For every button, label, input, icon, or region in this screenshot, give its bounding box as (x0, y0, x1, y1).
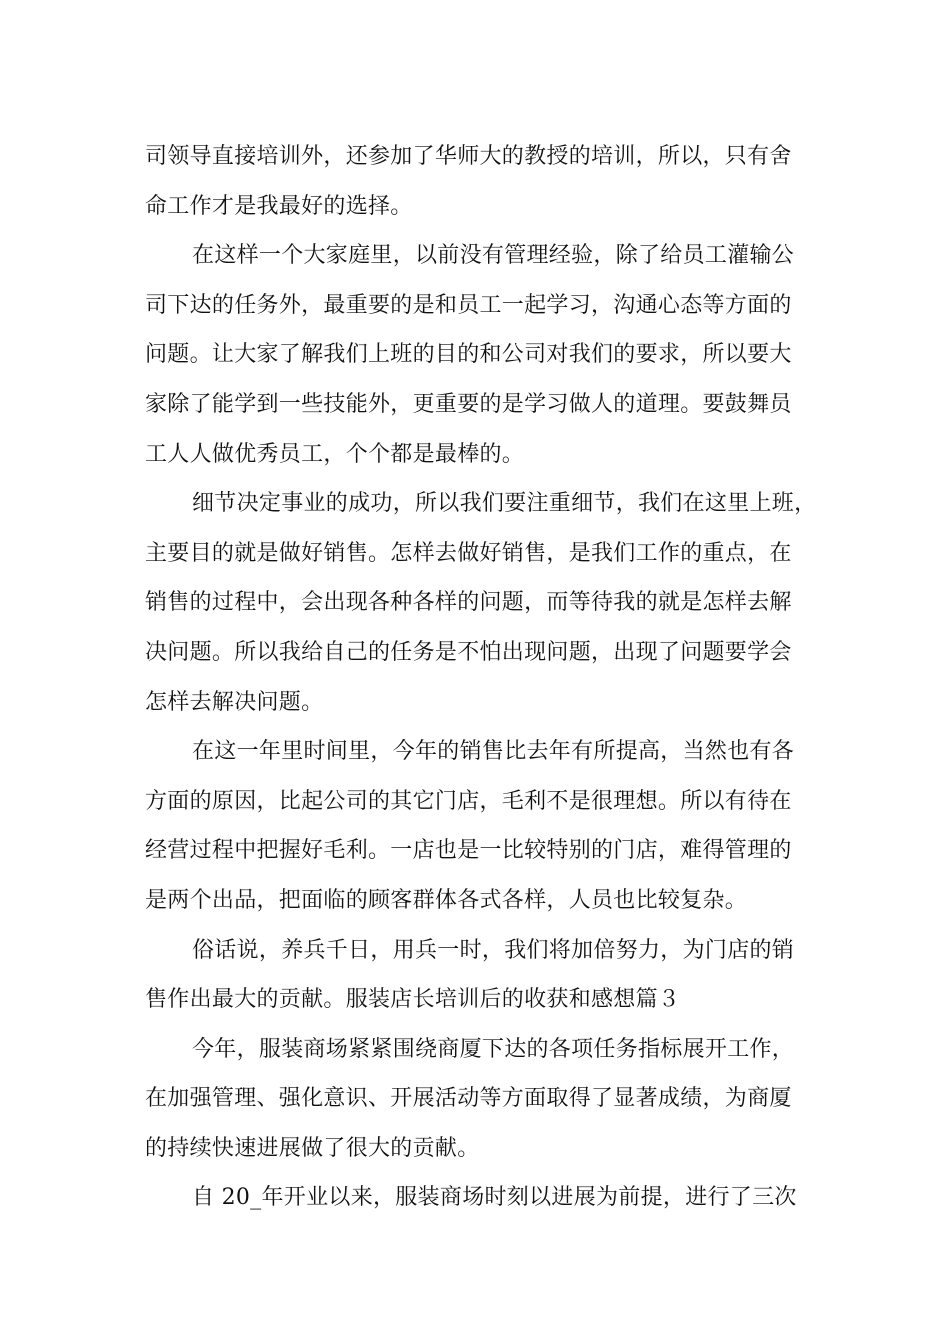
text-line: 方面的原因，比起公司的其它门店，毛利不是很理想。所以有待在 (145, 788, 792, 814)
text-line: 在这样一个大家庭里，以前没有管理经验，除了给员工灌输公 (192, 243, 795, 269)
text-line: 的持续快速进展做了很大的贡献。 (145, 1135, 480, 1161)
text-line: 工人人做优秀员工，个个都是最棒的。 (145, 441, 525, 467)
text-line: 在这一年里时间里，今年的销售比去年有所提高，当然也有各 (192, 739, 795, 765)
text-line: 在加强管理、强化意识、开展活动等方面取得了显著成绩，为商厦 (145, 1086, 792, 1112)
text-line: 自 20_年开业以来，服装商场时刻以进展为前提，进行了三次 (192, 1185, 797, 1211)
text-line: 俗话说，养兵千日，用兵一时，我们将加倍努力，为门店的销 (192, 937, 795, 963)
text-line: 今年，服装商场紧紧围绕商厦下达的各项任务指标展开工作， (192, 1036, 795, 1062)
text-line: 经营过程中把握好毛利。一店也是一比较特别的门店，难得管理的 (145, 838, 792, 864)
text-line: 决问题。所以我给自己的任务是不怕出现问题，出现了问题要学会 (145, 639, 792, 665)
text-line: 细节决定事业的成功，所以我们要注重细节，我们在这里上班， (192, 491, 817, 517)
text-line: 主要目的就是做好销售。怎样去做好销售，是我们工作的重点，在 (145, 540, 792, 566)
text-line: 司领导直接培训外，还参加了华师大的教授的培训，所以，只有舍 (145, 144, 792, 169)
text-line: 命工作才是我最好的选择。 (145, 193, 413, 219)
text-line: 司下达的任务外，最重要的是和员工一起学习，沟通心态等方面的 (145, 292, 792, 318)
text-line: 问题。让大家了解我们上班的目的和公司对我们的要求，所以要大 (145, 342, 792, 368)
text-line: 怎样去解决问题。 (145, 689, 324, 715)
text-line: 家除了能学到一些技能外，更重要的是学习做人的道理。要鼓舞员 (145, 391, 792, 417)
text-line: 销售的过程中，会出现各种各样的问题，而等待我的就是怎样去解 (145, 590, 792, 616)
text-line: 售作出最大的贡献。服装店长培训后的收获和感想篇３ (145, 987, 681, 1013)
document-body (145, 132, 817, 1223)
text-line: 是两个出品，把面临的顾客群体各式各样，人员也比较复杂。 (145, 887, 748, 913)
